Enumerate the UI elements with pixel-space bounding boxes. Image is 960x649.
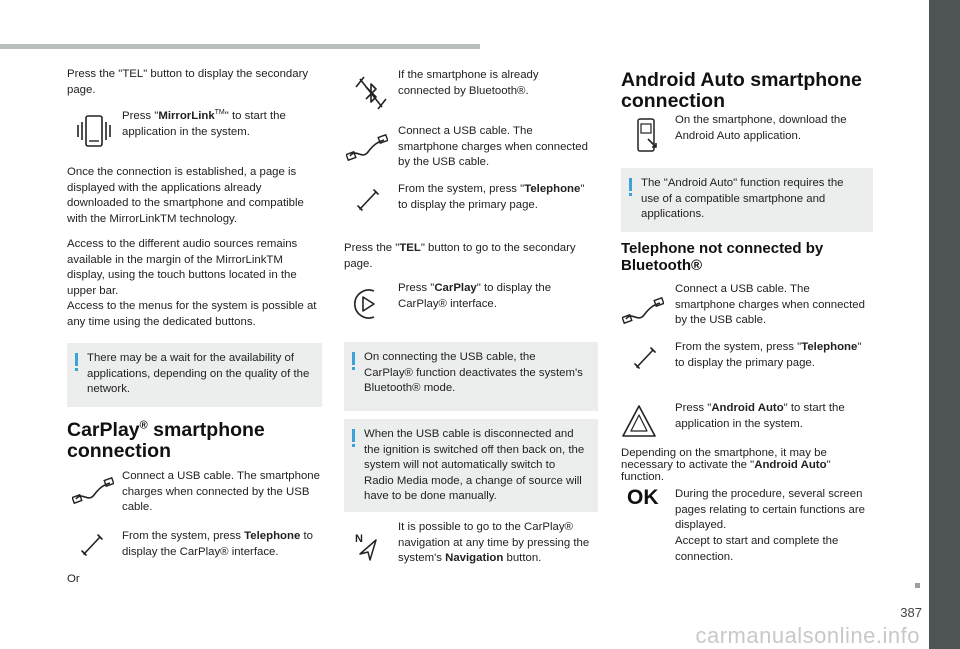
or-text: Or [67,573,80,585]
note-android-requirements [621,168,873,232]
note-usb-text: On connecting the USB cable, the CarPlay® function deactivates the system's Bluetooth® mode. [364,351,583,394]
carplay-press-text: Press "CarPlay" to display the CarPlay® interface. [398,282,552,310]
top-rule [0,44,480,49]
android-auto-press-text: Press "Android Auto" to start the application in the system. [675,402,845,430]
note-wait-text: There may be a wait for the availability of applications, depending on the quality of the network. [87,352,310,395]
carplay-icon [350,286,384,322]
menus-access-text: Access to the menus for the system is possible at any time using the dedicated buttons. [67,300,317,328]
depending-smartphone-text: Depending on the smartphone, it may be necessary to activate the "Android Auto" function. [621,447,831,483]
accept-text: Accept to start and complete the connection. [675,535,839,563]
carplay-heading: CarPlay® smartphone connection [67,419,265,462]
note-disconnect [344,419,598,512]
android-auto-icon [620,403,658,439]
usb-cable-icon-3 [622,297,664,325]
col2-telephone-text: From the system, press "Telephone" to display the primary page. [398,183,585,211]
phone-handset-icon-3 [633,346,657,370]
android-download-text: On the smartphone, download the Android Auto application. [675,114,847,142]
info-icon-2 [352,352,355,365]
svg-text:N: N [355,533,363,545]
phone-handset-icon-2 [356,188,380,212]
continued-mark [915,583,920,588]
col2-usb-text: Connect a USB cable. The smartphone charges when connected by the USB cable. [398,125,588,168]
info-icon-4 [629,178,632,191]
page-edge-bar [929,0,960,649]
carplay-telephone-text: From the system, press Telephone to display the CarPlay® interface. [122,530,313,558]
bluetooth-icon [354,73,388,113]
smartphone-download-icon [632,117,662,155]
tel-secondary-text: Press the "TEL" button to display the secondary page. [67,68,309,96]
col3-telephone-text: From the system, press "Telephone" to display the primary page. [675,341,862,369]
connection-established-text: Once the connection is established, a page is displayed with the applications already downloaded to the smartphone and compatible with the MirrorLinkTM technology. [67,166,304,225]
bluetooth-text: If the smartphone is already connected by Bluetooth®. [398,69,539,97]
watermark: carmanualsonline.info [695,622,920,648]
note-disconnect-text: When the USB cable is disconnected and the ignition is switched off then back on, the system will not automatically switch to Radio Media mode, a change of source will have to be done manually. [364,428,585,502]
note-android-text: The "Android Auto" function requires the use of a compatible smartphone and applications. [641,177,844,220]
navigation-text: It is possible to go to the CarPlay® navigation at any time by pressing the system's Navigation button. [398,521,590,564]
navigation-icon [354,532,380,562]
info-icon-3 [352,429,355,442]
telephone-not-connected-heading: Telephone not connected by Bluetooth® [621,240,824,274]
usb-cable-icon-2 [346,134,388,162]
usb-cable-icon [72,477,114,505]
audio-sources-text: Access to the different audio sources remains available in the margin of the MirrorLinkTM display, using the touch buttons located in the upper bar. [67,238,298,297]
android-auto-heading: Android Auto smartphone connection [621,69,862,112]
info-icon [75,353,78,366]
note-wait [67,343,322,407]
carplay-usb-text: Connect a USB cable. The smartphone charges when connected by the USB cable. [122,470,320,513]
ok-icon: OK [627,486,659,509]
page-number: 387 [900,605,922,620]
mirrorlink-icon [75,114,113,148]
procedure-text: During the procedure, several screen pages relating to certain functions are displayed. [675,488,865,531]
note-usb-bluetooth [344,342,598,411]
mirrorlink-text: Press "MirrorLink™" to start the application in the system. [122,109,286,138]
phone-handset-icon [80,533,104,557]
tel-button-text: Press the "TEL" button to go to the secondary page. [344,242,576,270]
col3-usb-text: Connect a USB cable. The smartphone charges when connected by the USB cable. [675,283,865,326]
